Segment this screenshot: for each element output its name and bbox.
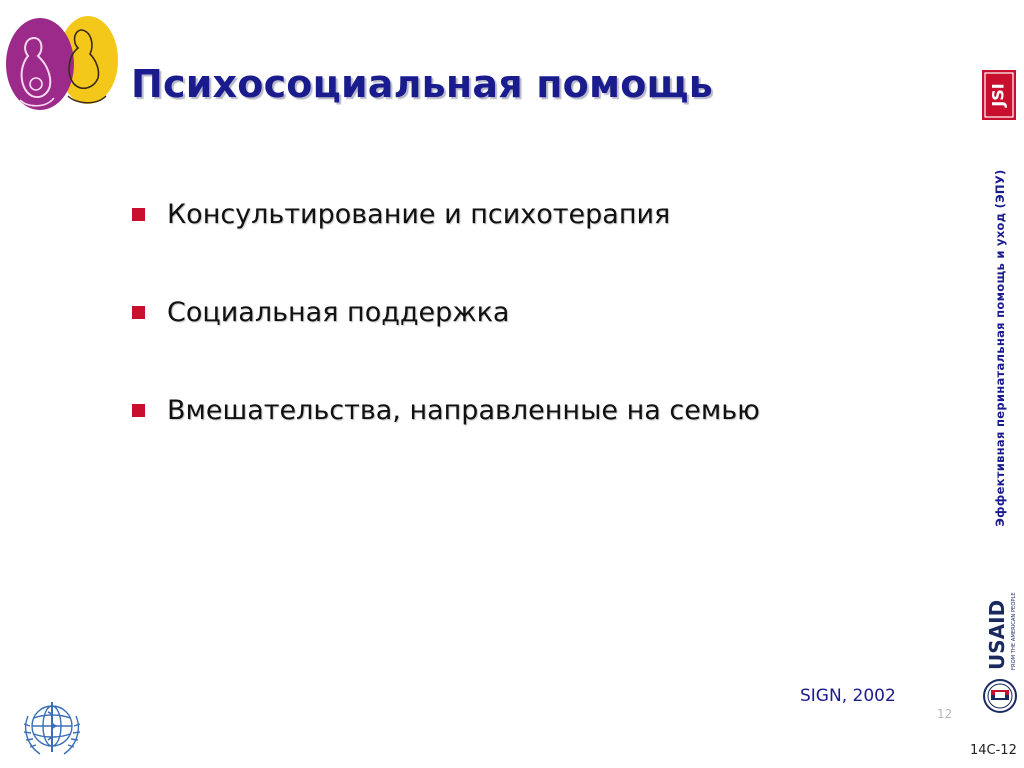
- bullet-square-icon: [132, 306, 145, 319]
- bullet-item: [132, 288, 760, 336]
- vertical-caption: Эффективная перинатальная помощь и уход (ЭПУ): [993, 169, 1007, 527]
- slide-code: 14C-12: [970, 743, 1017, 758]
- bullet-text: Консультирование и психотерапия: [167, 198, 671, 230]
- who-emblem-icon: [18, 696, 86, 760]
- mother-baby-logo: [2, 12, 120, 112]
- usaid-logo: [982, 578, 1018, 718]
- slide-title: Психосоциальная помощь: [131, 62, 713, 106]
- jsi-logo-text: JSI: [988, 83, 1008, 107]
- bullet-item: [132, 190, 760, 238]
- bullet-item: [132, 386, 760, 434]
- slide-number: 12: [937, 707, 953, 721]
- usaid-wordmark: USAID: [985, 599, 1009, 670]
- jsi-logo: [982, 70, 1016, 120]
- bullet-text: Вмешательства, направленные на семью: [167, 394, 760, 426]
- bullet-square-icon: [132, 208, 145, 221]
- vertical-caption-container: [990, 162, 1010, 534]
- usaid-seal-icon: [984, 680, 1016, 712]
- bullet-list: [132, 190, 760, 484]
- bullet-text: Социальная поддержка: [167, 296, 510, 328]
- source-citation: SIGN, 2002: [800, 686, 896, 706]
- usaid-tagline: FROM THE AMERICAN PEOPLE: [1011, 592, 1017, 670]
- bullet-square-icon: [132, 404, 145, 417]
